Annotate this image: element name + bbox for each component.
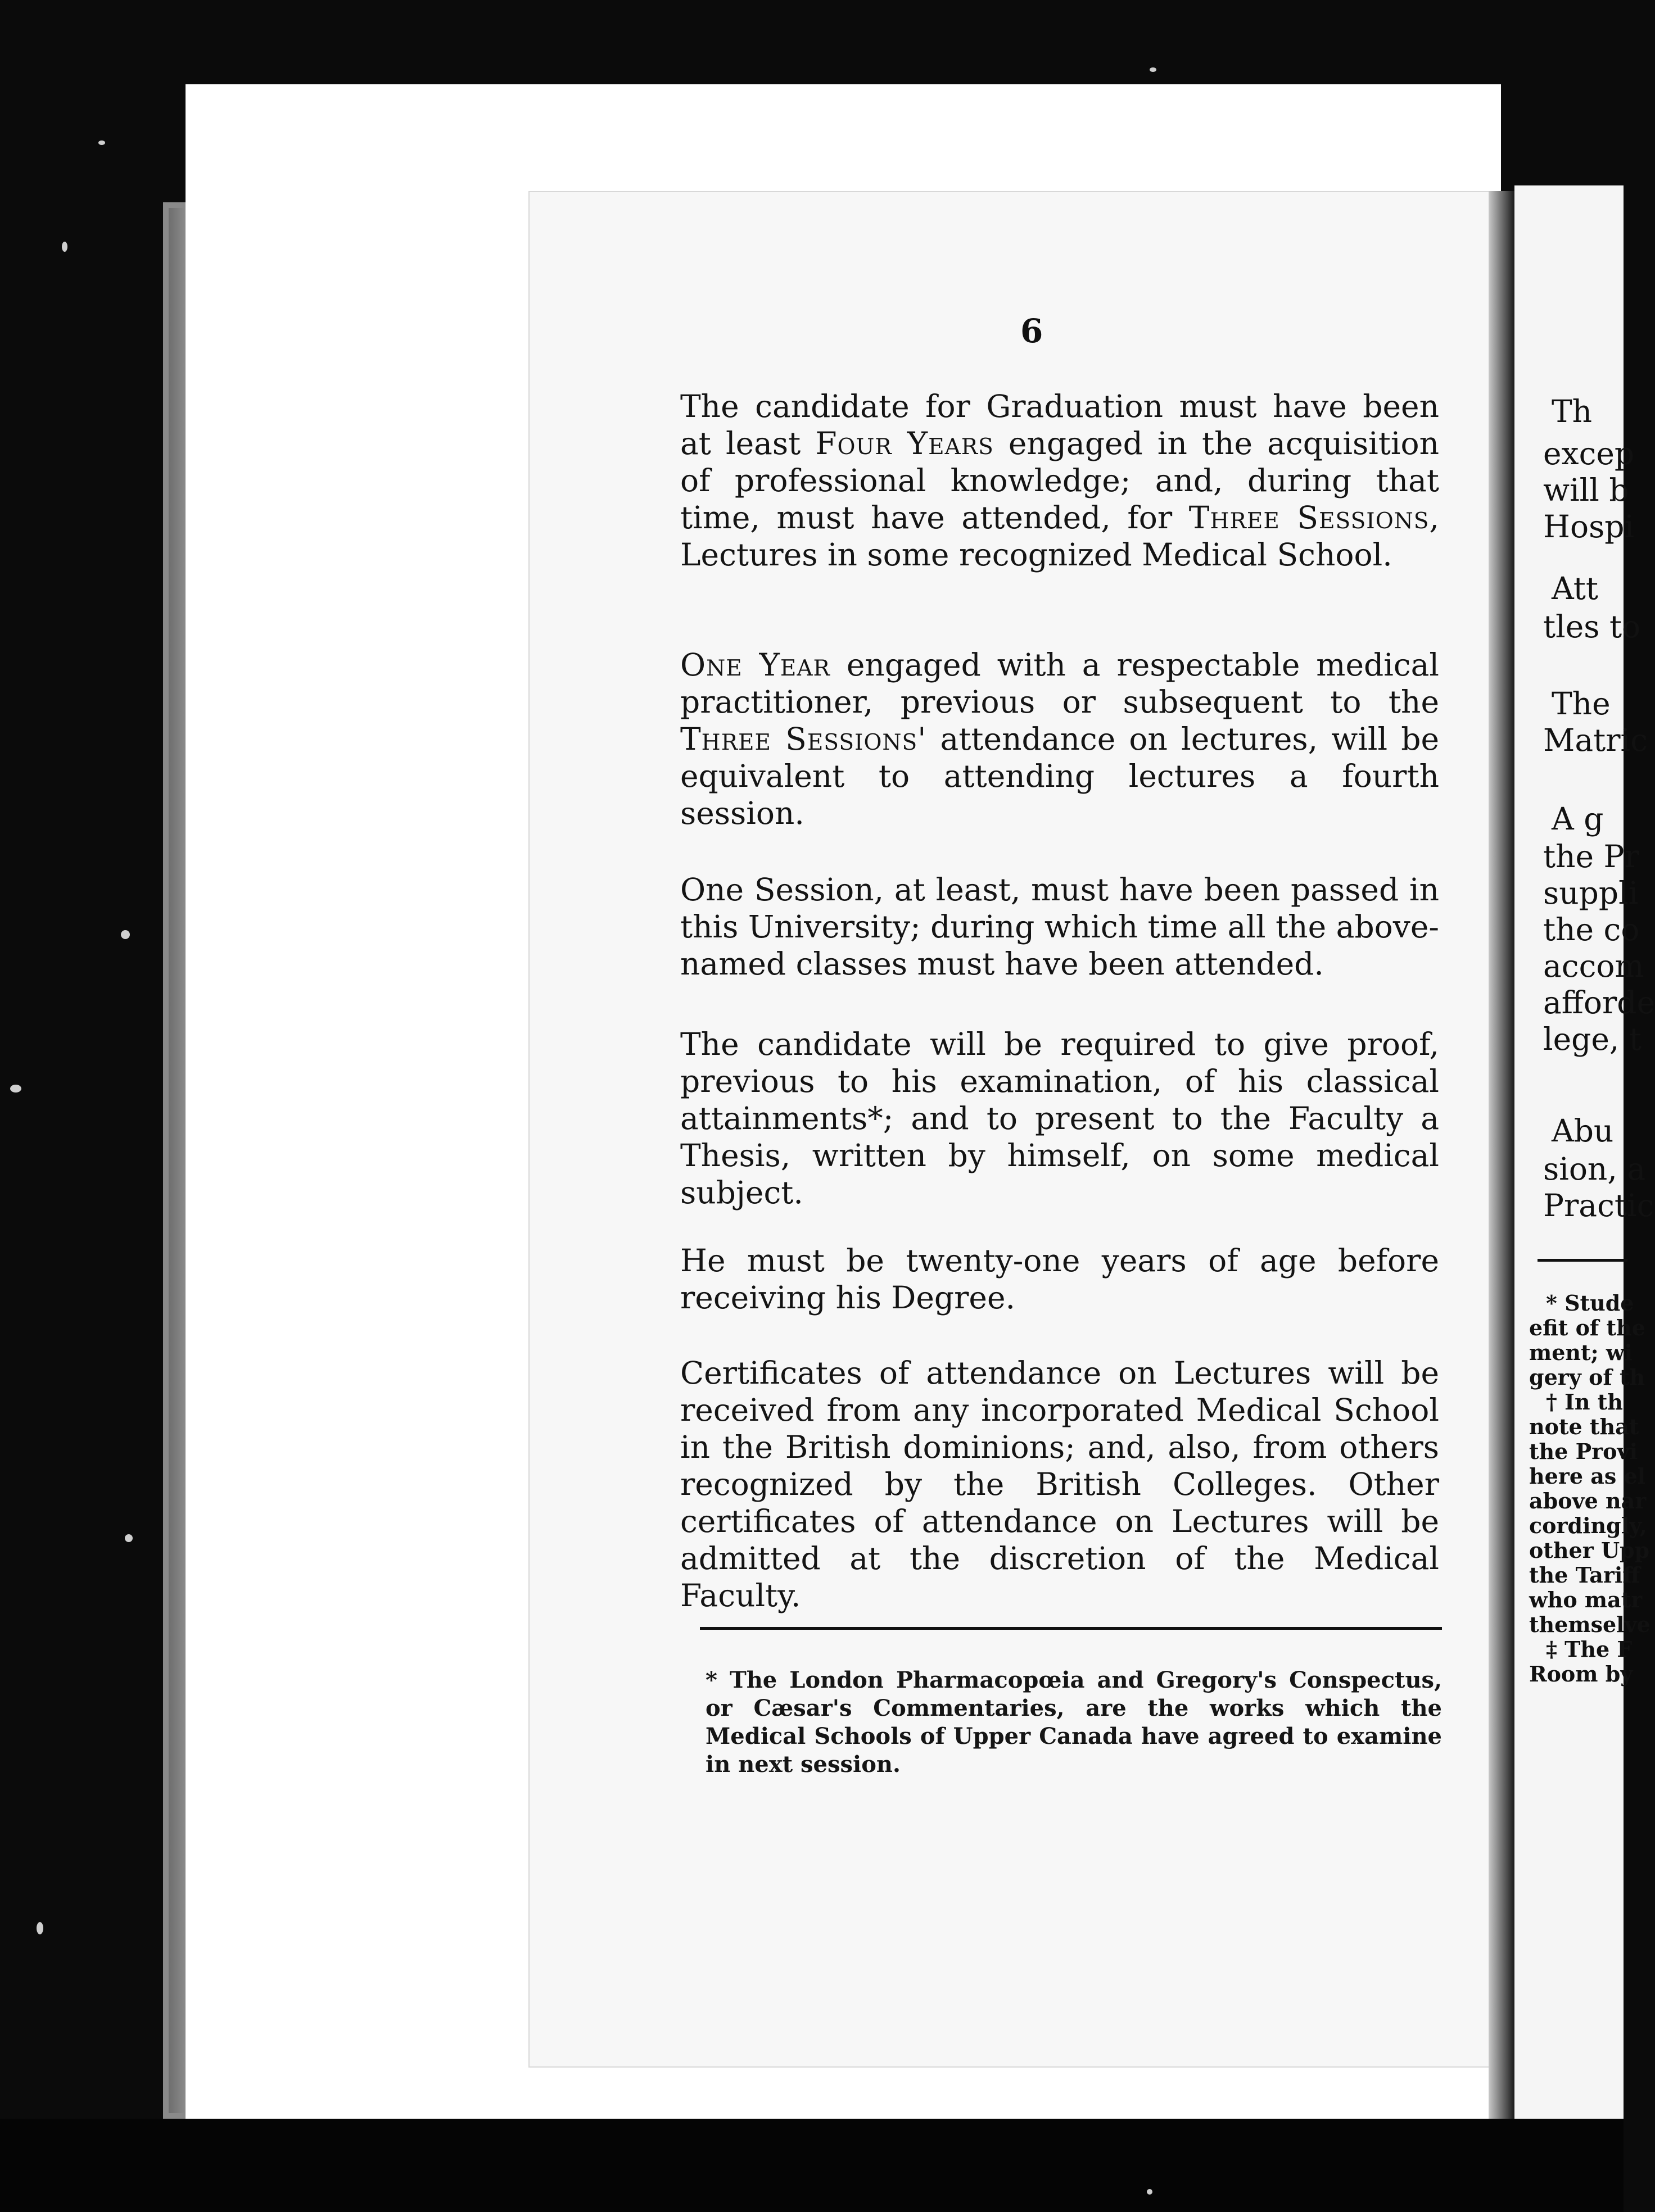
right-page-line: The bbox=[1552, 686, 1611, 722]
right-page-line: A g bbox=[1552, 801, 1604, 837]
text-run: attendance on lectures, will be equivalent to attending lectures a fourth session. bbox=[680, 721, 1440, 831]
right-page-footnote-line: who matr bbox=[1529, 1587, 1643, 1612]
right-page-line: suppli bbox=[1543, 875, 1639, 911]
dust-speck bbox=[98, 140, 105, 145]
right-page-line: Practic bbox=[1543, 1187, 1654, 1223]
paragraph-session-in-university: One Session, at least, must have been passed in this University; during which time all the above-named classes must have been attended. bbox=[680, 872, 1439, 982]
right-page-footnote-line: ment; wi bbox=[1529, 1340, 1633, 1365]
small-caps-term: Four Years bbox=[815, 425, 994, 461]
right-page-footnote-line: other Upp bbox=[1529, 1538, 1650, 1563]
right-page-footnote-line: cordingly, bbox=[1529, 1513, 1647, 1538]
small-caps-term: One Year bbox=[680, 647, 830, 683]
right-page-footnote-line: above nar bbox=[1529, 1488, 1647, 1513]
dust-speck bbox=[62, 242, 67, 252]
right-page-line: will b bbox=[1543, 472, 1629, 508]
dust-speck bbox=[1150, 67, 1156, 72]
scanner-border bbox=[0, 2119, 1624, 2212]
dust-speck bbox=[10, 1085, 21, 1093]
right-page-footnote-line: here as el bbox=[1529, 1463, 1646, 1489]
paragraph-classical-proof: The candidate will be required to give proof, previous to his examination, of his classical attainments*; and to present to the Faculty a Thesis, written by himself, on some medical subject. bbox=[680, 1026, 1439, 1211]
footnote-rule bbox=[700, 1627, 1442, 1630]
right-page-line: Abu bbox=[1552, 1113, 1614, 1149]
right-page-line: Hospi bbox=[1543, 509, 1635, 545]
page-number: 6 bbox=[1020, 312, 1043, 350]
text-run: , Lectures in some recognized Medical School. bbox=[680, 500, 1439, 573]
right-page-footnote-line: Room by bbox=[1529, 1661, 1633, 1687]
right-page-footnote-line: note that bbox=[1529, 1414, 1639, 1439]
right-page-footnote-line: themselve bbox=[1529, 1612, 1651, 1637]
right-page-line: Matric bbox=[1543, 722, 1648, 758]
right-page-footnote-line: the Tariff bbox=[1529, 1562, 1640, 1588]
text-run: engaged in the acquisition of professional knowledge; and, during that time, must have attended, for bbox=[680, 425, 1439, 536]
right-page-footnote-line: efit of the bbox=[1529, 1315, 1645, 1340]
small-caps-term: Three Sessions bbox=[1188, 500, 1430, 536]
right-page-line: the Pr bbox=[1543, 838, 1639, 874]
right-page-line: sion, a bbox=[1543, 1151, 1646, 1187]
dust-speck bbox=[1147, 2189, 1152, 2195]
dust-speck bbox=[121, 930, 130, 939]
right-page-line: excep bbox=[1543, 436, 1635, 472]
right-page-line: tles to bbox=[1543, 609, 1641, 645]
right-page-footnote-line: gery of th bbox=[1529, 1365, 1645, 1390]
right-page-footnote-line: ‡ The F bbox=[1546, 1637, 1633, 1662]
paragraph-age-requirement: He must be twenty-one years of age before receiving his Degree. bbox=[680, 1243, 1439, 1316]
book-gutter bbox=[1489, 191, 1514, 2119]
paragraph-graduation-requirement bbox=[680, 388, 1439, 573]
right-page-line: lege, t bbox=[1543, 1021, 1642, 1057]
right-page-line: Th bbox=[1552, 393, 1593, 429]
text-run: The candidate for Graduation must have been at least bbox=[680, 388, 1439, 461]
small-caps-term: Three Sessions' bbox=[680, 721, 927, 757]
footnote: * The London Pharmacopœia and Gregory's Conspectus, or Cæsar's Commentaries, are the works which the Medical Schools of Upper Canada have agreed to examine in next session. bbox=[706, 1667, 1442, 1778]
right-page-line: the co bbox=[1543, 912, 1640, 948]
right-page-rule bbox=[1538, 1259, 1627, 1262]
right-page-footnote-line: * Stude bbox=[1546, 1290, 1634, 1316]
right-page-footnote-line: the Provi bbox=[1529, 1439, 1638, 1464]
text-run: engaged with a respectable medical practitioner, previous or subsequent to the bbox=[680, 647, 1439, 720]
right-page-line: Att bbox=[1552, 570, 1598, 606]
dust-speck bbox=[125, 1534, 133, 1542]
right-page-line: afforde bbox=[1543, 985, 1655, 1021]
paragraph-practitioner-year bbox=[680, 646, 1439, 832]
paragraph-certificates: Certificates of attendance on Lectures will be received from any incorporated Medical School in the British dominions; and, also, from others recognized by the British Colleges. Other certificates of attendance on Lectures will be admitted at the discretion of the Medical Faculty. bbox=[680, 1355, 1439, 1613]
right-page-line: accom bbox=[1543, 948, 1644, 984]
dust-speck bbox=[37, 1922, 43, 1934]
right-page-footnote-line: † In th bbox=[1546, 1389, 1623, 1415]
